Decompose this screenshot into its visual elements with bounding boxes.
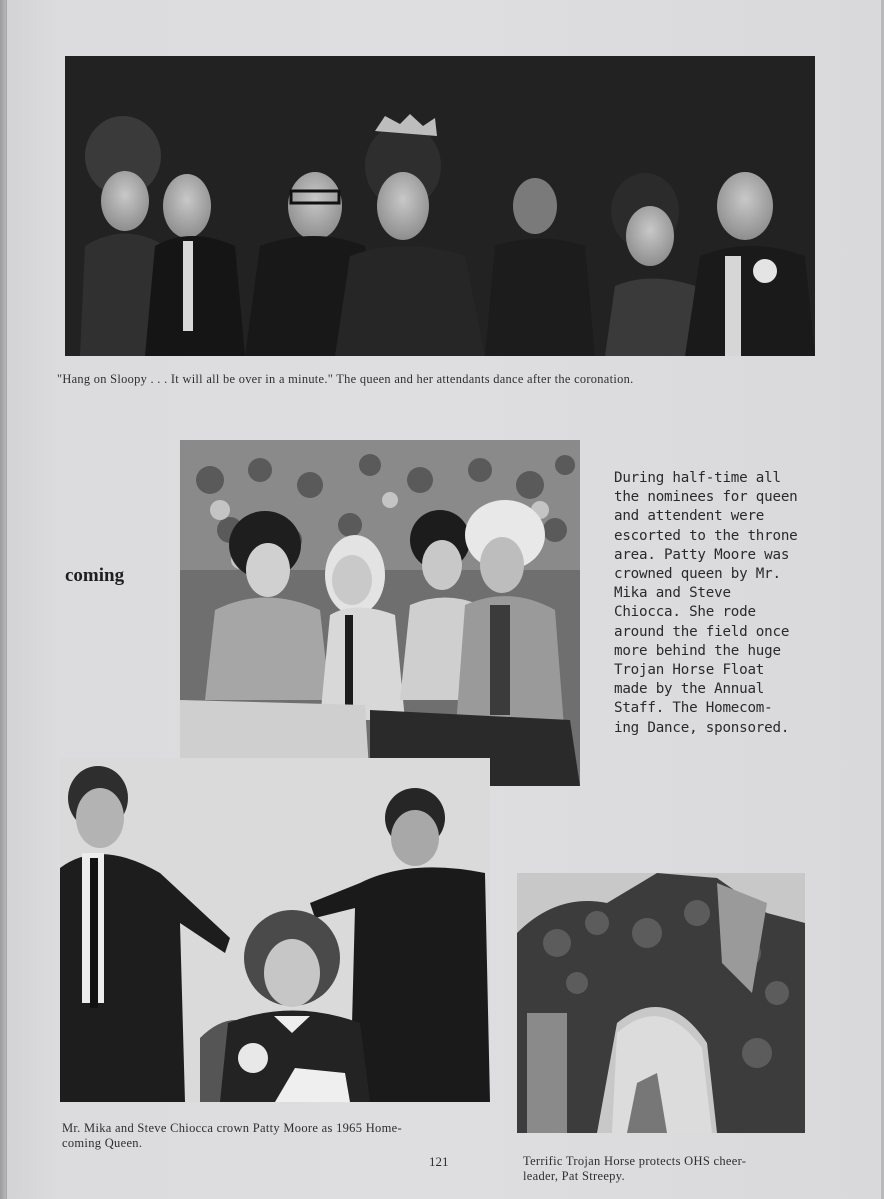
article-body-text: During half-time all the nominees for queen and attendent were escorted to the throne area. Patty Moore was crowned queen by Mr. Mika and Steve Chiocca. She rode around the field once more behind the huge Trojan Horse Float made by the Annual Staff. The Homecom- ing Dance, sponsored. [614, 470, 798, 736]
page-number: 121 [429, 1154, 449, 1169]
trojan-horse-caption: Terrific Trojan Horse protects OHS cheer- leader, Pat Streepy. [523, 1154, 747, 1183]
dance-photo [65, 56, 815, 356]
queen-court-photo [180, 440, 580, 786]
crowning-photo-caption: Mr. Mika and Steve Chiocca crown Patty Moore as 1965 Home- coming Queen. [62, 1121, 402, 1150]
yearbook-page [6, 0, 881, 1199]
top-photo-caption: "Hang on Sloopy . . . It will all be over in a minute." The queen and her attendants dance after the coronation. [57, 372, 634, 386]
section-heading: coming [65, 565, 125, 586]
crowning-photo [60, 758, 490, 1102]
trojan-horse-photo [517, 873, 805, 1133]
